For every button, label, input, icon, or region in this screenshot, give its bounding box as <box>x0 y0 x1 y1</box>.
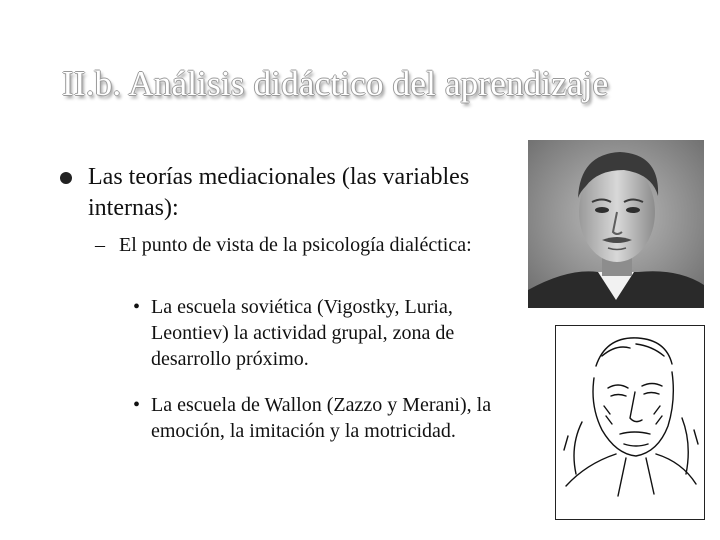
portrait-photo <box>528 140 704 308</box>
bullet-level3-text: La escuela de Wallon (Zazzo y Merani), la emoción, la imitación y la motricidad. <box>151 394 492 442</box>
portrait-sketch <box>555 325 705 520</box>
bullet-marker: • <box>133 296 141 318</box>
portrait-photo-graphic <box>528 140 704 308</box>
bullet-marker: • <box>133 394 141 416</box>
bullet-level3-text: La escuela soviética (Vigostky, Luria, Leontiev) la actividad grupal, zona de desarrollo próximo. <box>151 296 455 370</box>
bullet-level1-text: Las teorías mediacionales (las variables internas): <box>88 164 470 221</box>
bullet-level2-text: El punto de vista de la psicología dialéctica: <box>119 234 472 256</box>
slide-title: II.b. Análisis didáctico del aprendizaje <box>62 64 609 103</box>
bullet-dot-icon <box>60 172 72 184</box>
dash-marker: – <box>95 234 105 256</box>
portrait-sketch-graphic <box>556 326 704 519</box>
